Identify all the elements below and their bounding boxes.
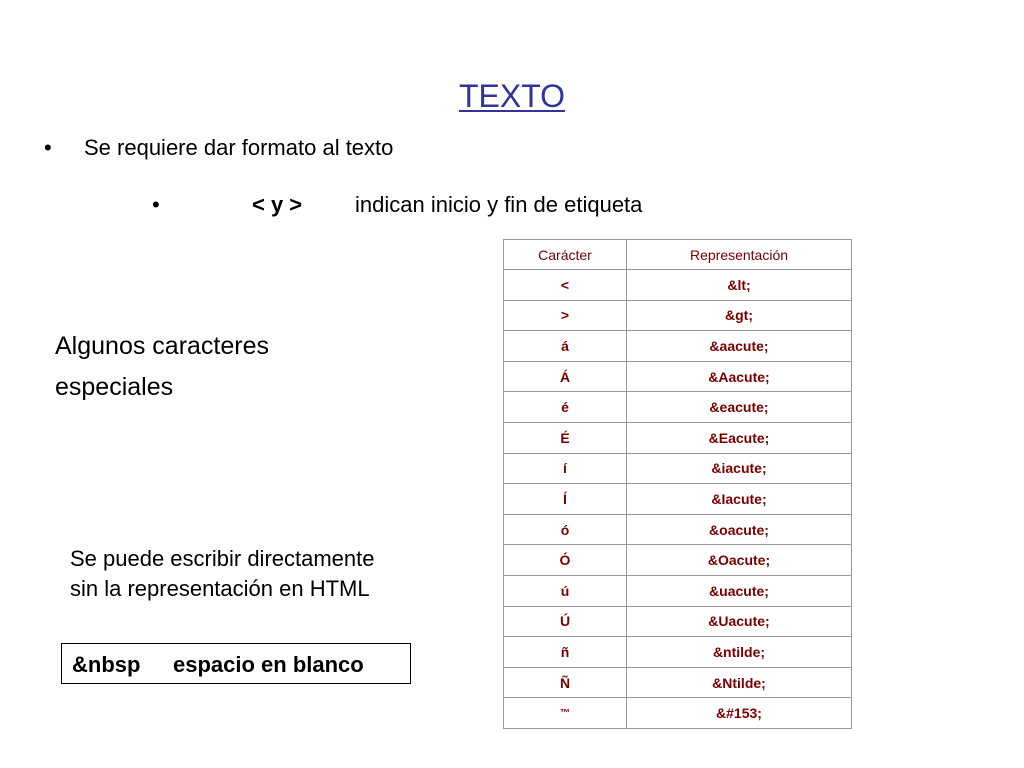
- direct-note-line-1: Se puede escribir directamente: [70, 546, 375, 571]
- nbsp-description: espacio en blanco: [173, 652, 364, 677]
- cell-character: Ú: [504, 606, 627, 637]
- slide-title: [0, 76, 1024, 116]
- table-row: [504, 606, 852, 637]
- table-row: [504, 667, 852, 698]
- sub-bullet-marker: •: [152, 192, 160, 217]
- cell-character: Í: [504, 484, 627, 515]
- cell-representation: &lt;: [627, 270, 852, 301]
- table-row: [504, 698, 852, 729]
- cell-character: ú: [504, 575, 627, 606]
- header-representation: Representación: [627, 240, 852, 270]
- cell-character: ñ: [504, 637, 627, 668]
- cell-character: á: [504, 331, 627, 362]
- cell-character: >: [504, 300, 627, 331]
- cell-representation: &uacute;: [627, 575, 852, 606]
- table-row: [504, 637, 852, 668]
- cell-character: Á: [504, 361, 627, 392]
- table-row: [504, 514, 852, 545]
- table-row: [504, 484, 852, 515]
- cell-representation: &Ntilde;: [627, 667, 852, 698]
- cell-character: í: [504, 453, 627, 484]
- cell-character: <: [504, 270, 627, 301]
- bullet-text: Se requiere dar formato al texto: [84, 135, 394, 160]
- bullet-marker: •: [44, 135, 52, 160]
- nbsp-note-box: [61, 643, 411, 684]
- table-row: [504, 575, 852, 606]
- cell-representation: &#153;: [627, 698, 852, 729]
- special-label-line-2: especiales: [55, 373, 174, 401]
- direct-note-line-2: sin la representación en HTML: [70, 576, 370, 601]
- table-row: [504, 392, 852, 423]
- table-row: [504, 453, 852, 484]
- nbsp-code: &nbsp: [72, 652, 141, 677]
- slide-title-text: TEXTO: [458, 78, 566, 114]
- table-row: [504, 545, 852, 576]
- cell-character: É: [504, 422, 627, 453]
- direct-writing-note: [70, 544, 375, 604]
- tag-delimiters: < y >: [252, 192, 303, 217]
- cell-representation: &Oacute;: [627, 545, 852, 576]
- table-row: [504, 331, 852, 362]
- table-row: [504, 422, 852, 453]
- cell-character: é: [504, 392, 627, 423]
- cell-representation: &oacute;: [627, 514, 852, 545]
- cell-character: ó: [504, 514, 627, 545]
- cell-representation: &eacute;: [627, 392, 852, 423]
- table-row: [504, 270, 852, 301]
- cell-representation: &Uacute;: [627, 606, 852, 637]
- bullet-tag-delimiters: [152, 191, 642, 219]
- table-header-row: [504, 240, 852, 270]
- cell-character: ™: [504, 698, 627, 729]
- special-characters-label: [55, 326, 269, 408]
- cell-representation: &aacute;: [627, 331, 852, 362]
- cell-representation: &ntilde;: [627, 637, 852, 668]
- table-row: [504, 361, 852, 392]
- cell-representation: &Aacute;: [627, 361, 852, 392]
- cell-character: Ñ: [504, 667, 627, 698]
- bullet-format-text: [44, 134, 393, 162]
- cell-representation: &Eacute;: [627, 422, 852, 453]
- cell-representation: &Iacute;: [627, 484, 852, 515]
- cell-representation: &iacute;: [627, 453, 852, 484]
- special-characters-table: [503, 239, 852, 729]
- cell-representation: &gt;: [627, 300, 852, 331]
- table-row: [504, 300, 852, 331]
- sub-bullet-text: indican inicio y fin de etiqueta: [355, 192, 643, 217]
- cell-character: Ó: [504, 545, 627, 576]
- special-label-line-1: Algunos caracteres: [55, 332, 270, 360]
- header-character: Carácter: [504, 240, 627, 270]
